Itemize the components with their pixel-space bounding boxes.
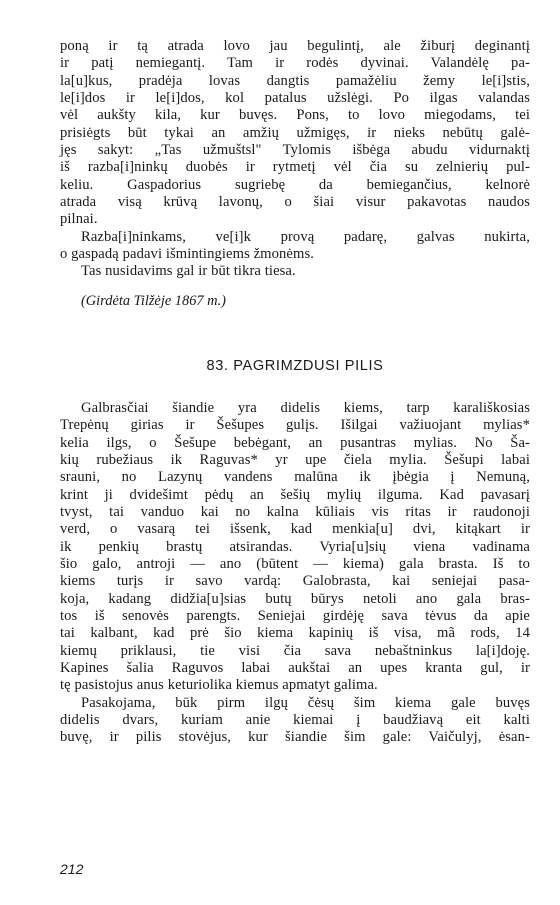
text-line: prisiėgts būt tykai an amžių užmigęs, ir nieks nebūtų galė- <box>60 124 530 141</box>
text-line: iš razba[i]ninkų duobės ir rytmetį vėl čia su zelnierių pul- <box>60 159 530 176</box>
text-line: verd, o vasarą tei išsenk, kad menkia[u] dvi, kitąkart ir <box>60 521 530 538</box>
text-line: vėl aukšty kila, kur buvęs. Pons, to lovo miegodams, tei <box>60 107 530 124</box>
text-line: la[u]kus, pradėja lovas dangtis pamažėliu žemy le[i]stis, <box>60 72 530 89</box>
text-line: o gaspadą padavi išmintingiems žmonėms. <box>60 246 314 263</box>
text-line: Tas nusidavims gal ir būt tikra tiesa. <box>81 263 296 280</box>
text-line: jęs sakyt: „Tas užmuštsl" Tylomis išbėga abudu vidurnaktį <box>60 142 530 159</box>
text-line: tvyst, tai vanduo kai no kalna kūliais vis ritas ir raudonoji <box>60 503 530 520</box>
text-line: tai kalbant, kad prė šio kiema kapinių iš visa, mã rods, 14 <box>60 625 530 642</box>
text-line: koja, kadang didžia[u]sias butų būrys netoli ano gala bras- <box>60 590 530 607</box>
source-note: (Girdėta Tilžėje 1867 m.) <box>81 292 226 309</box>
text-line: kiemų priklausi, tie visi čia sava nebaštninkus la[i]doję. <box>60 642 530 659</box>
page-number: 212 <box>60 861 84 877</box>
text-line: šio galo, antroji — ano (būtent — kiema) gala brasta. Iš to <box>60 555 530 572</box>
page-text <box>60 38 530 747</box>
text-line: ik penkių brastų atsirandas. Vyria[u]sių viena vadinama <box>60 538 530 555</box>
text-line: didelis dvars, kuriam anie kiemai į baudžiavą eit kalti <box>60 712 530 728</box>
text-line: keliu. Gaspadorius sugriebę da bemiegančius, kelnorė <box>60 176 530 193</box>
paragraph-truth <box>60 263 530 280</box>
text-line: pilnai. <box>60 211 98 228</box>
paragraph-bandits <box>60 229 530 264</box>
text-line: Razba[i]ninkams, ve[i]k provą padarę, galvas nukirta, <box>81 228 530 245</box>
text-line: Galbrasčiai šiandie yra didelis kiems, tarp karališkosias <box>81 399 530 416</box>
text-line: kelia ilgs, o Šešupe bebėgant, an pusantras mylias. No Ša- <box>60 434 530 451</box>
text-line: tę pasistojus anus keturiolika kiemus apmatyt galima. <box>60 677 378 694</box>
chapter-paragraph <box>60 400 530 695</box>
text-line: ir patį nemiegantį. Tam ir rodės dyvinai. Valandėlę pa- <box>60 55 530 72</box>
text-line: Pasakojama, būk pirm ilgų čėsų šim kiema gale buvęs <box>81 694 530 711</box>
text-line: kių rubežiaus ik Raguvas* yr upe čiela mylia. Šešupi labai <box>60 451 530 468</box>
text-line: tos iš senovės parengts. Seniejai girdėję sava tėvus da apie <box>60 607 530 624</box>
text-line: Trepėnų girias ir Šešupes gulįs. Išilgai važiuojant mylias* <box>60 417 530 434</box>
chapter-title: 83. PAGRIMZDUSI PILIS <box>206 357 384 374</box>
text-line: buvę, ir pilis stovėjus, kur šiandie šim gale: Vaičulyj, ėsan- <box>60 729 530 746</box>
text-line: krint ji dvidešimt pėdų an šešių mylių ilguma. Kad pavasarį <box>60 486 530 503</box>
text-line: kiems turįs ir savo vardą: Galobrasta, kai seniejai pasa- <box>60 573 530 590</box>
text-line: atrada visą krūvą lavonų, o šiai visur pakavotas naudos <box>60 194 530 211</box>
chapter-paragraph <box>60 695 530 747</box>
text-line: poną ir tą atrada lovo jau begulintį, ale žiburį deginantį <box>60 38 530 54</box>
paragraph-continuation <box>60 38 530 229</box>
text-line: Kapines šalia Raguvos labai aukštai an upes kranta gul, ir <box>60 659 530 676</box>
text-line: le[i]dos ir le[i]dos, kol patalus užslėgi. Po ilgas valandas <box>60 90 530 107</box>
text-line: srauni, no Lazynų vandens malūna ik įbėgia į Nemuną, <box>60 469 530 486</box>
